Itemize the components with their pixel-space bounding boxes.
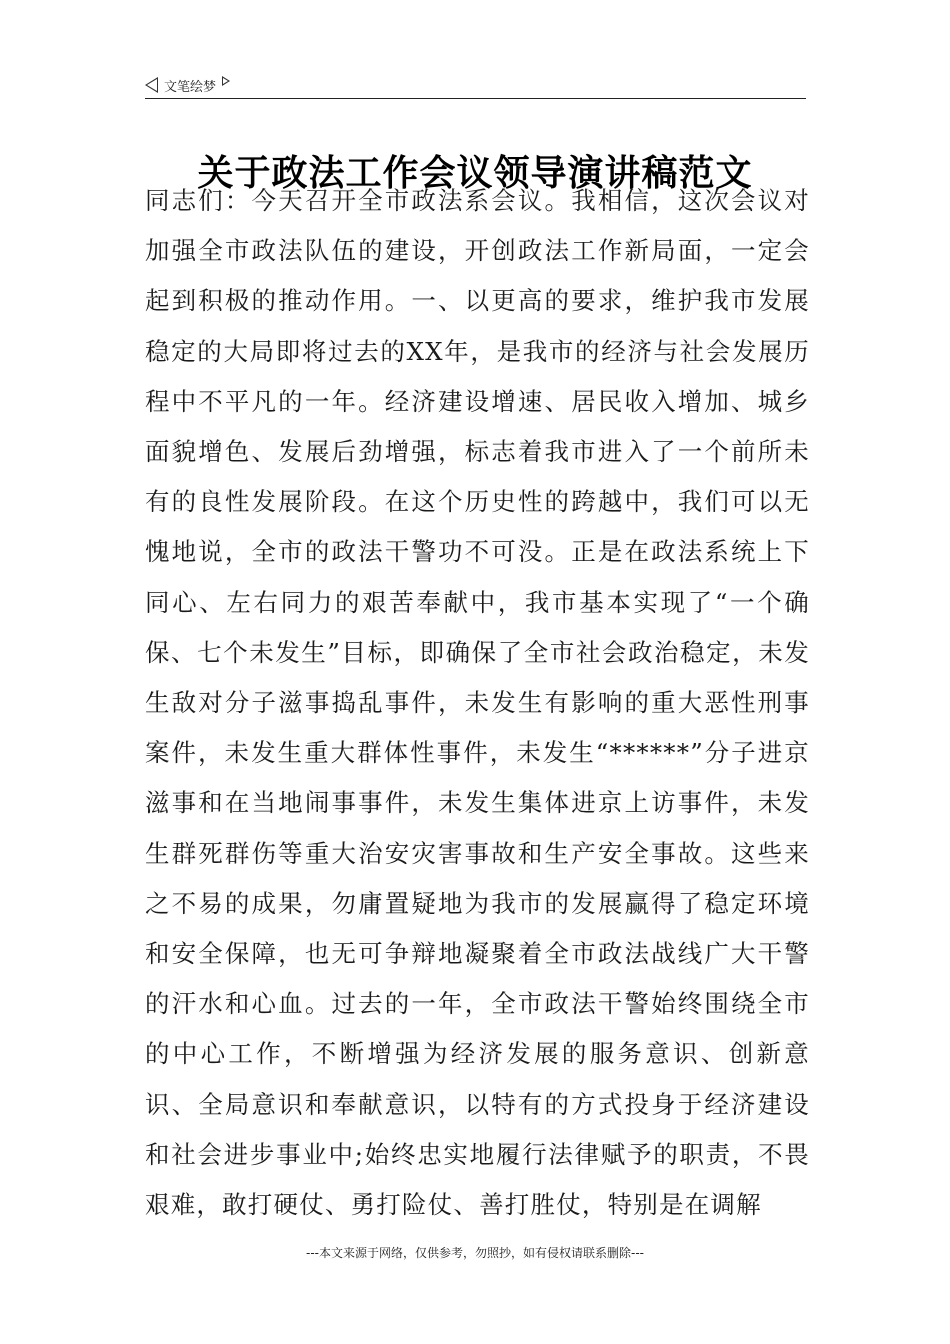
triangle-left-icon xyxy=(145,77,158,93)
header-brand: 文笔绘梦 xyxy=(164,79,217,95)
document-title: 关于政法工作会议领导演讲稿范文 xyxy=(197,152,753,195)
page-header xyxy=(145,72,230,98)
document-body: 同志们：今天召开全市政法系会议。我相信，这次会议对加强全市政法队伍的建设，开创政法工作新局面，一定会起到积极的推动作用。一、以更高的要求，维护我市发展稳定的大局即将过去的XX年，是我市的经济与社会发展历程中不平凡的一年。经济建设增速、居民收入增加、城乡面貌增色、发展后劲增强，标志着我市进入了一个前所未有的良性发展阶段。在这个历史性的跨越中，我们可以无愧地说，全市的政法干警功不可没。正是在政法系统上下同心、左右同力的艰苦奉献中，我市基本实现了“一个确保、七个未发生”目标，即确保了全市社会政治稳定，未发生敌对分子滋事捣乱事件，未发生有影响的重大恶性刑事案件，未发生重大群体性事件，未发生“******”分子进京滋事和在当地闹事事件，未发生集体进京上访事件，未发生群死群伤等重大治安灾害事故和生产安全事故。这些来之不易的成果，勿庸置疑地为我市的发展赢得了稳定环境和安全保障，也无可争辩地凝聚着全市政法战线广大干警的汗水和心血。过去的一年，全市政法干警始终围绕全市的中心工作，不断增强为经济发展的服务意识、创新意识、全局意识和奉献意识，以特有的方式投身于经济建设和社会进步事业中;始终忠实地履行法律赋予的职责，不畏艰难，敢打硬仗、勇打险仗、善打胜仗，特别是在调解 xyxy=(145,186,810,1220)
triangle-right-icon xyxy=(222,76,230,86)
header-divider xyxy=(145,98,806,99)
footer-disclaimer: ---本文来源于网络，仅供参考，勿照抄，如有侵权请联系删除--- xyxy=(306,1246,644,1260)
